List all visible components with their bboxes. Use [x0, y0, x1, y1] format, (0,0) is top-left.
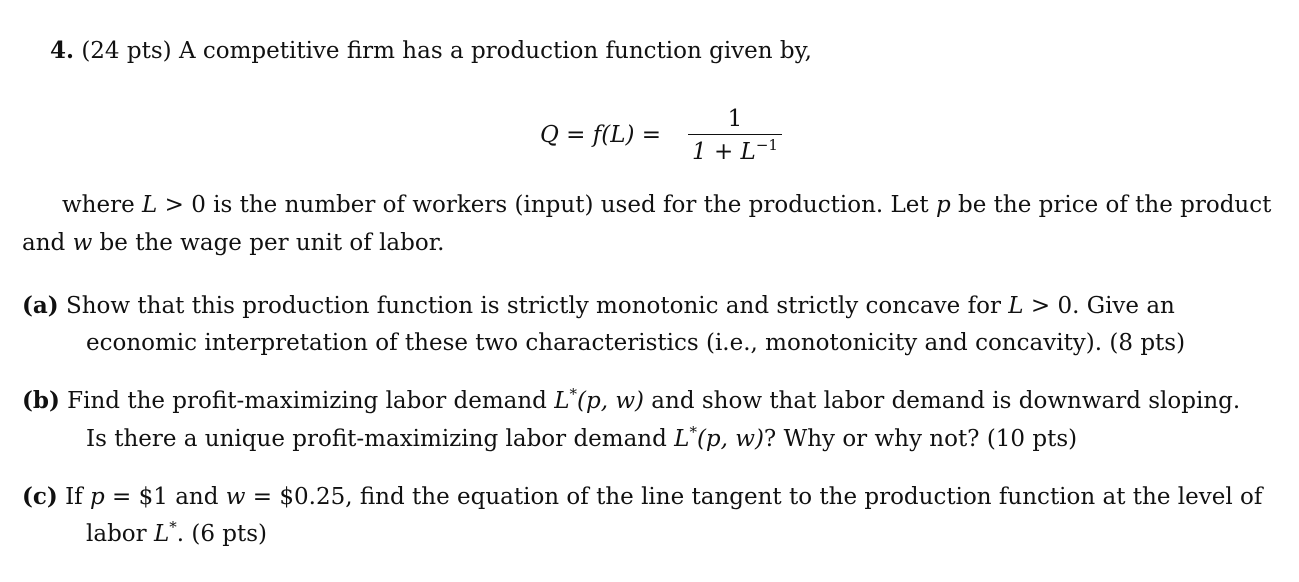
star: *	[169, 518, 177, 536]
where-text: be the price of the product	[950, 192, 1272, 218]
part-c-line-1	[22, 482, 1262, 512]
var-w: w	[72, 230, 93, 256]
part-c-text: If	[65, 484, 91, 510]
formula-numerator: 1	[727, 106, 743, 132]
problem-intro: A competitive firm has a production function given by,	[178, 38, 812, 64]
part-a-line-2	[86, 328, 1185, 358]
part-c-text: labor	[86, 521, 154, 547]
part-b-text: and show that labor demand is downward sloping.	[643, 388, 1241, 414]
part-a-label: (a)	[22, 292, 59, 319]
part-c-text: = $1 and	[104, 484, 226, 510]
var-p: p	[90, 484, 105, 510]
where-text: and	[22, 230, 73, 256]
args-p-w: (p, w)	[577, 388, 644, 414]
formula-fraction	[688, 106, 782, 165]
part-a-line-1	[22, 291, 1175, 321]
var-L: L	[142, 192, 158, 218]
args-p-w: (p, w)	[696, 426, 764, 452]
where-line-1	[62, 190, 1271, 220]
where-text: be the wage per unit of labor.	[92, 230, 445, 256]
part-a-text: economic interpretation of these two characteristics (i.e., monotonicity and concavity). (8 pts)	[86, 330, 1186, 356]
var-p: p	[935, 192, 951, 218]
where-text: where	[62, 192, 143, 218]
part-b-line-1	[22, 386, 1240, 416]
where-line-2	[22, 228, 445, 258]
problem-number: 4.	[50, 37, 75, 64]
var-L: L	[674, 426, 690, 452]
var-L: L	[554, 388, 570, 414]
part-c-line-2	[86, 519, 267, 549]
part-c-label: (c)	[22, 483, 58, 510]
var-L: L	[1008, 293, 1024, 319]
part-a-text: Show that this production function is strictly monotonic and strictly concave for	[65, 293, 1009, 319]
part-b-text: ? Why or why not? (10 pts)	[763, 426, 1078, 452]
part-b-line-2	[86, 424, 1077, 454]
var-L: L	[153, 521, 170, 547]
part-c-text: = $0.25, find the equation of the line tangent to the production function at the level of	[245, 484, 1263, 510]
where-text: > 0 is the number of workers (input) used for the production. Let	[157, 192, 936, 218]
part-b-label: (b)	[22, 387, 60, 414]
part-a-text: > 0. Give an	[1023, 293, 1175, 319]
formula-denominator	[688, 136, 782, 165]
formula-denominator-exp: −1	[755, 136, 778, 154]
formula-denominator-base: 1 + L	[692, 139, 756, 165]
part-b-text: Is there a unique profit-maximizing labor demand	[86, 426, 675, 452]
production-function-formula	[0, 100, 1299, 180]
star: *	[569, 385, 577, 403]
problem-header	[50, 36, 812, 66]
part-c-text: . (6 pts)	[176, 521, 268, 547]
var-w: w	[225, 484, 246, 510]
star: *	[689, 423, 697, 441]
formula-lhs: Q = f(L) =	[540, 122, 662, 148]
fraction-bar	[688, 134, 782, 135]
part-b-text: Find the profit-maximizing labor demand	[67, 388, 555, 414]
problem-points: (24 pts)	[81, 38, 172, 64]
